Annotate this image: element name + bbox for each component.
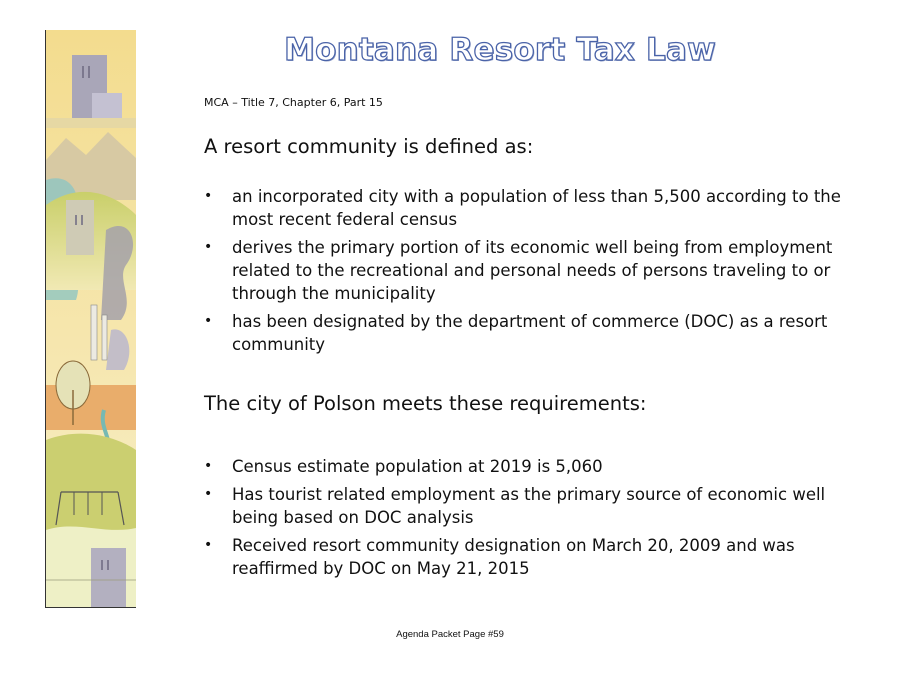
list-item-text: Has tourist related employment as the primary source of economic well being based on DOC analysis [232,485,826,527]
list-item-text: has been designated by the department of commerce (DOC) as a resort community [232,312,828,354]
section-heading-polson: The city of Polson meets these requirements: [204,392,647,415]
list-item-text: an incorporated city with a population of less than 5,500 according to the most recent federal census [232,187,841,229]
list-item-text: Received resort community designation on March 20, 2009 and was reaffirmed by DOC on May 21, 2015 [232,536,795,578]
slide-title: Montana Resort Tax Law [284,32,716,68]
decorative-side-illustration [45,30,136,608]
bullet-icon: • [204,188,213,204]
page-footer: Agenda Packet Page #59 [396,629,504,640]
list-item [204,310,844,356]
section-heading-definition: A resort community is defined as: [204,135,534,158]
list-item [204,185,844,231]
list-item [204,483,844,529]
list-item [204,236,844,305]
bullet-icon: • [204,486,213,502]
bullet-icon: • [204,313,213,329]
bullet-icon: • [204,458,213,474]
bullet-icon: • [204,239,213,255]
polson-bullet-list [204,455,844,585]
statute-reference: MCA – Title 7, Chapter 6, Part 15 [204,96,383,109]
list-item-text: Census estimate population at 2019 is 5,060 [232,457,603,476]
bullet-icon: • [204,537,213,553]
list-item-text: derives the primary portion of its economic well being from employment related to the recreational and personal needs of persons traveling to or through the municipality [232,238,833,303]
list-item [204,455,844,478]
list-item [204,534,844,580]
definition-bullet-list [204,185,844,361]
